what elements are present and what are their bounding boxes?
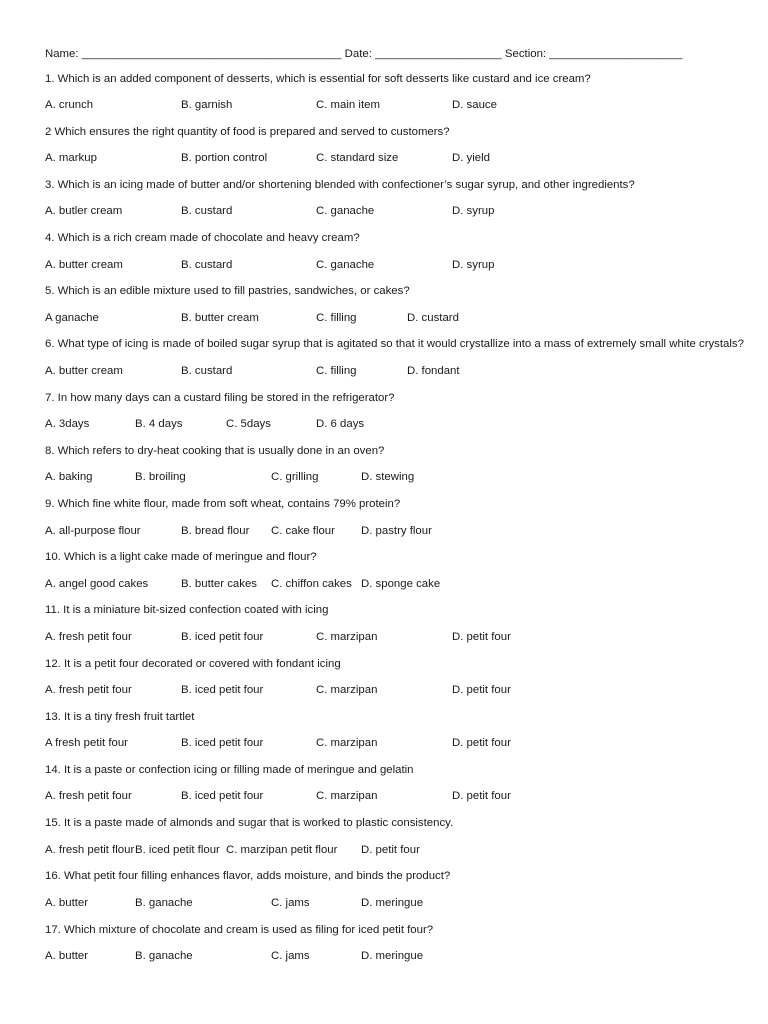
answer-option: B. custard: [181, 364, 233, 377]
answer-option: C. 5days: [226, 418, 271, 431]
answer-option: A. fresh petit four: [45, 790, 132, 803]
answer-option: B. iced petit four: [181, 737, 264, 750]
answer-option: D. sponge cake: [361, 577, 441, 590]
answer-options: [45, 418, 735, 434]
question-text: 10. Which is a light cake made of meringue and flour?: [45, 551, 317, 564]
question-text: 2 Which ensures the right quantity of food is prepared and served to customers?: [45, 125, 450, 138]
question-text: 7. In how many days can a custard filing be stored in the refrigerator?: [45, 391, 395, 404]
answer-option: D. pastry flour: [361, 524, 432, 537]
answer-option: D. petit four: [452, 790, 511, 803]
answer-option: A. butter: [45, 896, 89, 909]
answer-option: A. butter cream: [45, 364, 123, 377]
question-item: [45, 338, 744, 391]
answer-option: A. 3days: [45, 418, 90, 431]
question-item: [45, 711, 735, 764]
answer-option: C. cake flour: [271, 524, 335, 537]
question-item: [45, 73, 735, 126]
answer-option: A. angel good cakes: [45, 577, 149, 590]
question-text: 8. Which refers to dry-heat cooking that is usually done in an oven?: [45, 444, 385, 457]
section-blank: _____________________: [549, 48, 683, 60]
question-item: [45, 924, 735, 977]
answer-option: D. stewing: [361, 471, 415, 484]
question-text: 14. It is a paste or confection icing or filling made of meringue and gelatin: [45, 763, 414, 776]
answer-options: [45, 525, 735, 541]
answer-options: [45, 790, 735, 806]
question-item: [45, 392, 735, 445]
answer-options: [45, 737, 735, 753]
answer-option: D. 6 days: [316, 418, 365, 431]
answer-option: D. syrup: [452, 258, 495, 271]
answer-option: A. fresh petit four: [45, 630, 132, 643]
answer-option: B. butter cakes: [181, 577, 257, 590]
question-item: [45, 817, 735, 870]
question-list: [45, 72, 744, 977]
answer-option: A. markup: [45, 152, 97, 165]
answer-option: D. fondant: [407, 364, 460, 377]
question-item: [45, 604, 735, 657]
answer-option: C. filling: [316, 311, 357, 324]
question-text: 13. It is a tiny fresh fruit tartlet: [45, 710, 195, 723]
answer-option: C. ganache: [316, 205, 375, 218]
answer-option: C. chiffon cakes: [271, 577, 352, 590]
answer-option: C. marzipan: [316, 684, 378, 697]
answer-option: B. portion control: [181, 152, 268, 165]
answer-option: B. ganache: [135, 950, 193, 962]
question-item: [45, 445, 735, 498]
answer-option: B. custard: [181, 258, 233, 271]
answer-options: [45, 205, 735, 221]
quiz-sheet: [45, 46, 744, 977]
answer-option: A. fresh petit four: [45, 684, 132, 697]
question-text: 9. Which fine white flour, made from soft wheat, contains 79% protein?: [45, 498, 401, 510]
answer-option: C. marzipan: [316, 790, 378, 803]
student-info-line: [45, 46, 735, 62]
question-item: [45, 551, 735, 604]
answer-option: D. petit four: [452, 737, 511, 750]
answer-options: [45, 365, 735, 381]
answer-option: B. iced petit four: [181, 630, 264, 643]
answer-option: B. bread flour: [181, 524, 250, 537]
answer-option: D. petit four: [452, 630, 511, 643]
answer-option: C. standard size: [316, 152, 399, 165]
answer-options: [45, 99, 735, 115]
answer-option: C. jams: [271, 950, 310, 962]
answer-option: C. marzipan petit flour: [226, 843, 338, 856]
answer-option: B. 4 days: [135, 418, 183, 431]
answer-option: B. iced petit flour: [135, 843, 220, 856]
question-text: 5. Which is an edible mixture used to fill pastries, sandwiches, or cakes?: [45, 285, 410, 298]
answer-option: B. iced petit four: [181, 790, 264, 803]
answer-option: A. butler cream: [45, 205, 123, 218]
question-item: [45, 498, 735, 551]
answer-option: B. ganache: [135, 896, 193, 909]
section-label: Section:: [504, 48, 547, 60]
answer-option: C. ganache: [316, 258, 375, 271]
answer-option: C. main item: [316, 99, 380, 111]
question-text: 4. Which is a rich cream made of chocolate and heavy cream?: [45, 232, 360, 245]
name-label: Name:: [45, 48, 79, 60]
answer-option: B. garnish: [181, 99, 233, 111]
question-text: 12. It is a petit four decorated or covered with fondant icing: [45, 657, 341, 670]
answer-option: C. marzipan: [316, 630, 378, 643]
question-text: 6. What type of icing is made of boiled sugar syrup that is agitated so that it would crystallize into a mass of extremely small white crystals?: [45, 338, 744, 351]
answer-options: [45, 471, 735, 487]
question-item: [45, 179, 735, 232]
answer-options: [45, 578, 735, 594]
answer-option: D. meringue: [361, 896, 424, 909]
question-item: [45, 870, 735, 923]
answer-options: [45, 152, 735, 168]
answer-options: [45, 259, 735, 275]
answer-option: A. butter cream: [45, 258, 123, 271]
answer-options: [45, 950, 735, 966]
answer-option: D. custard: [407, 311, 459, 324]
answer-option: B. broiling: [135, 471, 186, 484]
answer-option: A. butter: [45, 950, 89, 962]
date-blank: ____________________: [375, 48, 502, 60]
answer-option: D. sauce: [452, 99, 497, 111]
question-text: 3. Which is an icing made of butter and/or shortening blended with confectioner’s sugar syrup, and other ingredients?: [45, 178, 635, 191]
answer-option: A. crunch: [45, 99, 94, 111]
answer-options: [45, 312, 735, 328]
answer-option: D. syrup: [452, 205, 495, 218]
answer-option: A fresh petit four: [45, 737, 128, 750]
answer-option: B. custard: [181, 205, 233, 218]
answer-option: A. fresh petit flour: [45, 843, 135, 856]
question-item: [45, 764, 735, 817]
question-text: 1. Which is an added component of desserts, which is essential for soft desserts like custard and ice cream?: [45, 72, 591, 85]
question-text: 17. Which mixture of chocolate and cream is used as filing for iced petit four?: [45, 923, 434, 936]
question-item: [45, 285, 735, 338]
answer-option: D. petit four: [361, 843, 420, 856]
answer-options: [45, 631, 735, 647]
date-label: Date:: [344, 48, 372, 60]
answer-option: D. meringue: [361, 950, 424, 962]
question-item: [45, 658, 735, 711]
answer-option: B. iced petit four: [181, 684, 264, 697]
answer-option: C. jams: [271, 896, 310, 909]
answer-option: D. yield: [452, 152, 490, 165]
answer-option: C. grilling: [271, 471, 319, 484]
question-item: [45, 232, 735, 285]
answer-option: A ganache: [45, 311, 99, 324]
answer-option: B. butter cream: [181, 311, 259, 324]
answer-option: A. baking: [45, 471, 93, 484]
question-item: [45, 126, 735, 179]
question-text: 15. It is a paste made of almonds and sugar that is worked to plastic consistency.: [45, 817, 454, 830]
name-blank: _________________________________________: [81, 48, 342, 60]
answer-options: [45, 684, 735, 700]
answer-option: A. all-purpose flour: [45, 524, 141, 537]
answer-option: D. petit four: [452, 684, 511, 697]
question-text: 16. What petit four filling enhances flavor, adds moisture, and binds the product?: [45, 870, 451, 883]
answer-option: C. marzipan: [316, 737, 378, 750]
question-text: 11. It is a miniature bit-sized confection coated with icing: [45, 604, 329, 617]
answer-option: C. filling: [316, 364, 357, 377]
answer-options: [45, 897, 735, 913]
answer-options: [45, 844, 735, 860]
